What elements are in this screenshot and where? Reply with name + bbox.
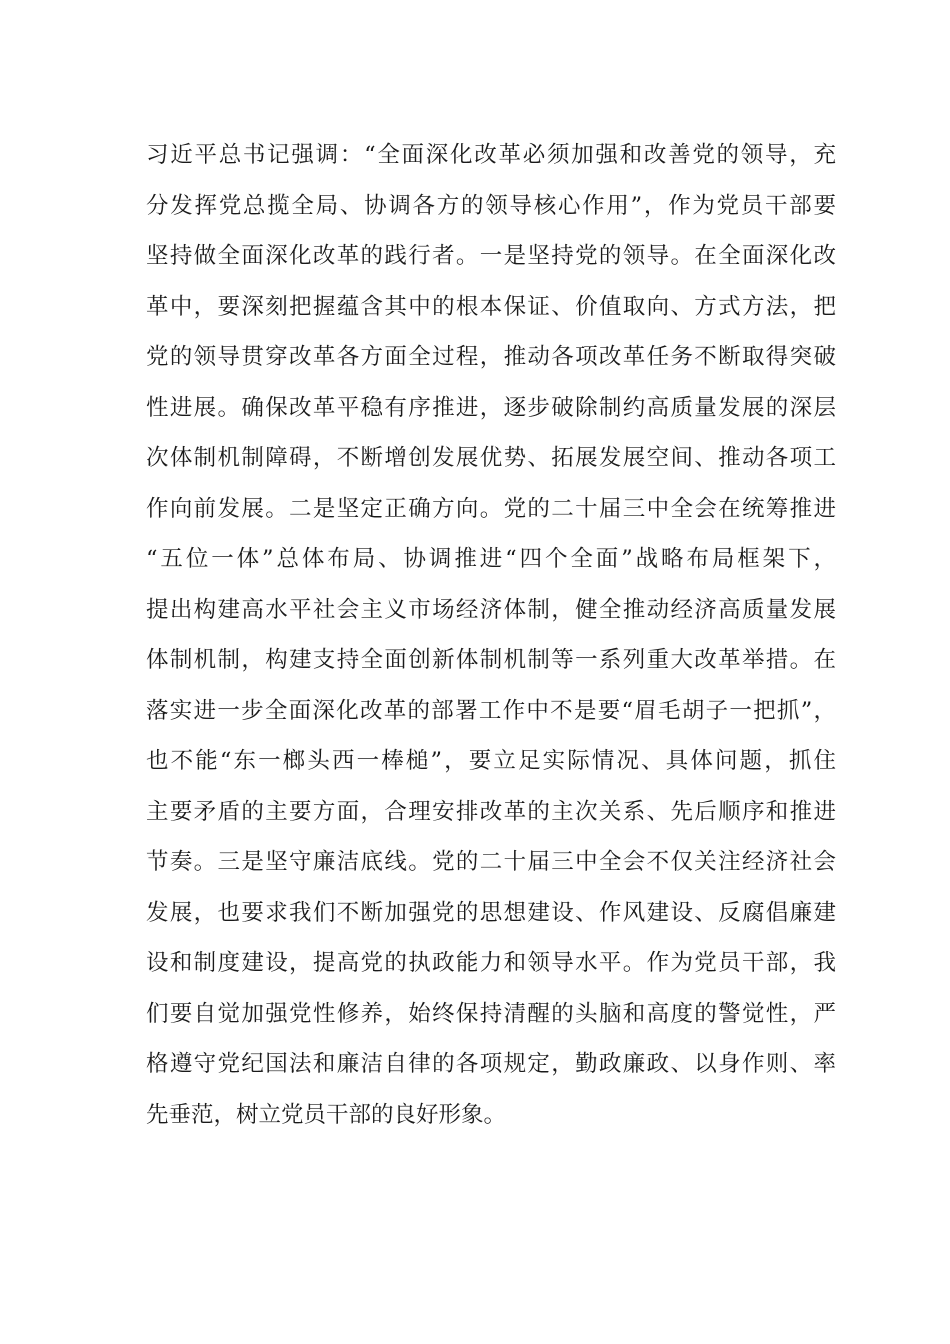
text-line: 落实进一步全面深化改革的部署工作中不是要“眉毛胡子一把抓”，: [146, 697, 836, 724]
text-line: 先垂范，树立党员干部的良好形象。: [146, 1101, 507, 1128]
text-line: 次体制机制障碍，不断增创发展优势、拓展发展空间、推动各项工: [146, 445, 836, 471]
text-line: 作向前发展。二是坚定正确方向。党的二十届三中全会在统筹推进: [146, 495, 836, 522]
text-line: 设和制度建设，提高党的执政能力和领导水平。作为党员干部，我: [146, 950, 836, 976]
body-paragraph: [146, 130, 836, 1140]
text-line: 提出构建高水平社会主义市场经济体制，健全推动经济高质量发展: [146, 596, 836, 623]
text-line: 主要矛盾的主要方面，合理安排改革的主次关系、先后顺序和推进: [146, 798, 836, 825]
text-line: 性进展。确保改革平稳有序推进，逐步破除制约高质量发展的深层: [146, 394, 836, 421]
text-line: 发展，也要求我们不断加强党的思想建设、作风建设、反腐倡廉建: [146, 899, 836, 926]
text-line: 也不能“东一榔头西一棒槌”，要立足实际情况、具体问题，抓住: [146, 748, 836, 774]
text-line: “五位一体”总体布局、协调推进“四个全面”战略布局框架下，: [146, 546, 836, 572]
text-line: 坚持做全面深化改革的践行者。一是坚持党的领导。在全面深化改: [146, 243, 836, 269]
text-line: 体制机制，构建支持全面创新体制机制等一系列重大改革举措。在: [146, 647, 836, 673]
text-line: 分发挥党总揽全局、协调各方的领导核心作用”，作为党员干部要: [146, 192, 836, 219]
text-line: 格遵守党纪国法和廉洁自律的各项规定，勤政廉政、以身作则、率: [146, 1051, 836, 1077]
text-line: 节奏。三是坚守廉洁底线。党的二十届三中全会不仅关注经济社会: [146, 849, 836, 875]
text-line: 革中，要深刻把握蕴含其中的根本保证、价值取向、方式方法，把: [146, 293, 836, 320]
text-line: 们要自觉加强党性修养，始终保持清醒的头脑和高度的警觉性，严: [146, 1000, 836, 1027]
text-line: 习近平总书记强调：“全面深化改革必须加强和改善党的领导，充: [146, 142, 836, 168]
text-line: 党的领导贯穿改革各方面全过程，推动各项改革任务不断取得突破: [146, 344, 836, 370]
